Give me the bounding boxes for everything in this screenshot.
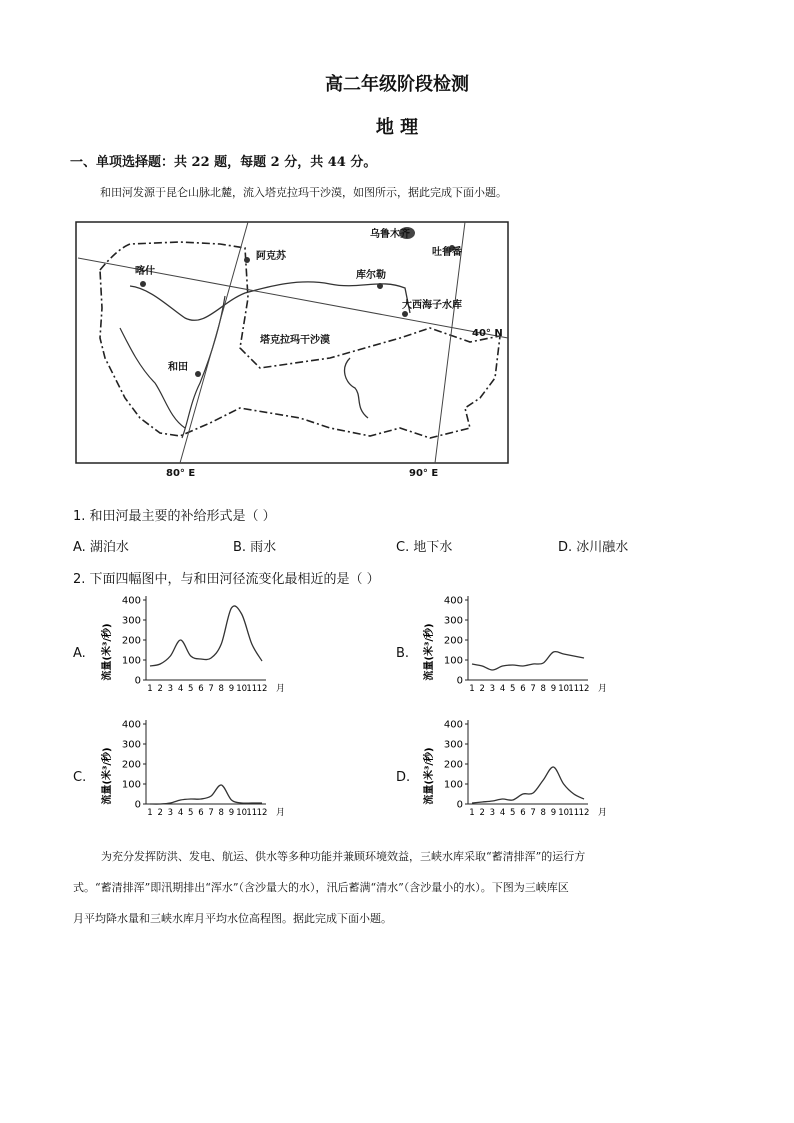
x-tick-label: 4 [499,808,506,818]
y-tick-label: 400 [121,719,141,731]
lon-80-line [180,222,248,463]
y-tick-label: 200 [121,635,141,647]
x-tick-label: 6 [520,684,526,694]
label-lon-90: 90° E [409,468,439,479]
x-tick-label: 5 [510,808,516,818]
x-axis-label: 月 [276,684,286,694]
label-urumqi: 乌鲁木齐 [370,229,410,240]
x-tick-label: 8 [218,684,224,694]
x-tick-label: 4 [177,808,184,818]
tarim-river [130,282,410,320]
x-tick-label: 12 [578,808,590,818]
x-tick-label: 10 [236,808,248,818]
x-axis-label: 月 [598,808,608,818]
intro-text: 和田河发源于昆仑山脉北麓，流入塔克拉玛干沙漠，如图所示，据此完成下面小题。 [100,186,507,199]
q1-stem: 1. 和田河最主要的补给形式是（ ） [73,509,276,524]
y-axis-label: 流量(米³/秒) [424,747,435,805]
x-tick-label: 6 [198,808,204,818]
y-tick-label: 400 [443,595,463,607]
passage-line-2: 式。“蓄清排浑”即汛期排出“浑水”（含沙量大的水），汛后蓄满“清水”（含沙量小的水）。下图为三峡库区 [73,881,569,894]
y-tick-label: 300 [443,615,463,627]
label-hotan: 和田 [168,362,188,373]
tarim-map [70,218,514,480]
y-tick-label: 0 [134,799,141,811]
x-tick-label: 11 [568,684,580,694]
y-tick-label: 0 [134,675,141,687]
x-tick-label: 7 [208,684,214,694]
x-tick-label: 4 [177,684,184,694]
q1-option-c[interactable]: C. 地下水 [396,540,453,555]
label-kashgar: 喀什 [135,266,155,277]
aksu-marker [244,257,250,263]
page-title: 高二年级阶段检测 [325,74,469,95]
label-turpan: 吐鲁番 [432,247,462,258]
x-tick-label: 8 [540,808,546,818]
x-tick-label: 11 [568,808,580,818]
cherchen-river [345,358,368,418]
x-tick-label: 7 [530,684,536,694]
series-line [472,767,584,803]
x-tick-label: 12 [256,808,268,818]
x-tick-label: 5 [188,684,194,694]
x-axis-label: 月 [276,808,286,818]
label-reservoir: 大西海子水库 [402,300,462,311]
x-tick-label: 8 [218,808,224,818]
q1-option-a[interactable]: A. 湖泊水 [73,540,129,555]
x-tick-label: 10 [558,684,570,694]
q1-option-d[interactable]: D. 冰川融水 [558,540,629,555]
y-axis-label: 流量(米³/秒) [102,623,113,681]
x-tick-label: 3 [489,808,496,818]
x-tick-label: 1 [469,684,475,694]
x-tick-label: 9 [228,808,235,818]
label-korla: 库尔勒 [356,270,386,281]
x-tick-label: 1 [147,808,153,818]
y-tick-label: 200 [443,759,463,771]
x-tick-label: 6 [520,808,526,818]
passage-line-3: 月平均降水量和三峡水库月平均水位高程图。据此完成下面小题。 [73,912,392,925]
x-tick-label: 11 [246,808,258,818]
x-tick-label: 12 [578,684,590,694]
y-tick-label: 200 [121,759,141,771]
y-tick-label: 100 [121,779,141,791]
y-tick-label: 0 [456,799,463,811]
y-axis-label: 流量(米³/秒) [102,747,113,805]
q2-stem: 2. 下面四幅图中，与和田河径流变化最相近的是（ ） [73,572,380,587]
x-tick-label: 5 [510,684,516,694]
x-tick-label: 3 [489,684,496,694]
x-tick-label: 6 [198,684,204,694]
x-tick-label: 3 [167,808,174,818]
y-tick-label: 300 [443,739,463,751]
x-tick-label: 8 [540,684,546,694]
subject-title: 地 理 [375,117,419,138]
passage-line-1: 为充分发挥防洪、发电、航运、供水等多种功能并兼顾环境效益，三峡水库采取“蓄清排浑”的运行方 [101,850,586,863]
x-tick-label: 3 [167,684,174,694]
q2-option-a[interactable]: A. [73,646,86,661]
y-tick-label: 0 [456,675,463,687]
label-lat-40: 40° N [472,328,503,339]
chart-b [418,592,628,710]
y-tick-label: 400 [443,719,463,731]
x-tick-label: 10 [558,808,570,818]
label-lon-80: 80° E [166,468,196,479]
series-line [472,652,584,670]
section-heading: 一、单项选择题：共 22 题，每题 2 分，共 44 分。 [70,155,377,170]
y-tick-label: 100 [443,655,463,667]
q2-option-d[interactable]: D. [396,770,411,785]
korla-marker [377,283,383,289]
y-tick-label: 200 [443,635,463,647]
q2-option-c[interactable]: C. [73,770,87,785]
x-tick-label: 12 [256,684,268,694]
y-tick-label: 100 [443,779,463,791]
x-tick-label: 7 [208,808,214,818]
q1-option-b[interactable]: B. 雨水 [233,540,277,555]
x-tick-label: 2 [157,808,163,818]
y-axis-label: 流量(米³/秒) [424,623,435,681]
x-tick-label: 1 [147,684,153,694]
y-tick-label: 100 [121,655,141,667]
x-tick-label: 10 [236,684,248,694]
hotan-marker [195,371,201,377]
x-tick-label: 5 [188,808,194,818]
hotan-river [182,296,225,438]
chart-c [96,716,306,834]
series-line [150,785,262,804]
x-tick-label: 9 [550,684,557,694]
y-tick-label: 300 [121,739,141,751]
y-tick-label: 300 [121,615,141,627]
x-tick-label: 11 [246,684,258,694]
x-tick-label: 9 [228,684,235,694]
reservoir-marker [402,311,408,317]
label-desert: 塔克拉玛干沙漠 [260,335,330,346]
label-aksu: 阿克苏 [256,251,286,262]
x-tick-label: 4 [499,684,506,694]
chart-d [418,716,628,834]
q2-option-b[interactable]: B. [396,646,410,661]
kashgar-marker [140,281,146,287]
x-tick-label: 1 [469,808,475,818]
y-tick-label: 400 [121,595,141,607]
x-tick-label: 2 [479,684,485,694]
x-tick-label: 2 [479,808,485,818]
x-tick-label: 9 [550,808,557,818]
x-tick-label: 2 [157,684,163,694]
yarkand-river [120,328,185,428]
chart-a [96,592,306,710]
series-line [150,606,262,666]
x-axis-label: 月 [598,684,608,694]
lon-90-line [435,222,465,463]
x-tick-label: 7 [530,808,536,818]
